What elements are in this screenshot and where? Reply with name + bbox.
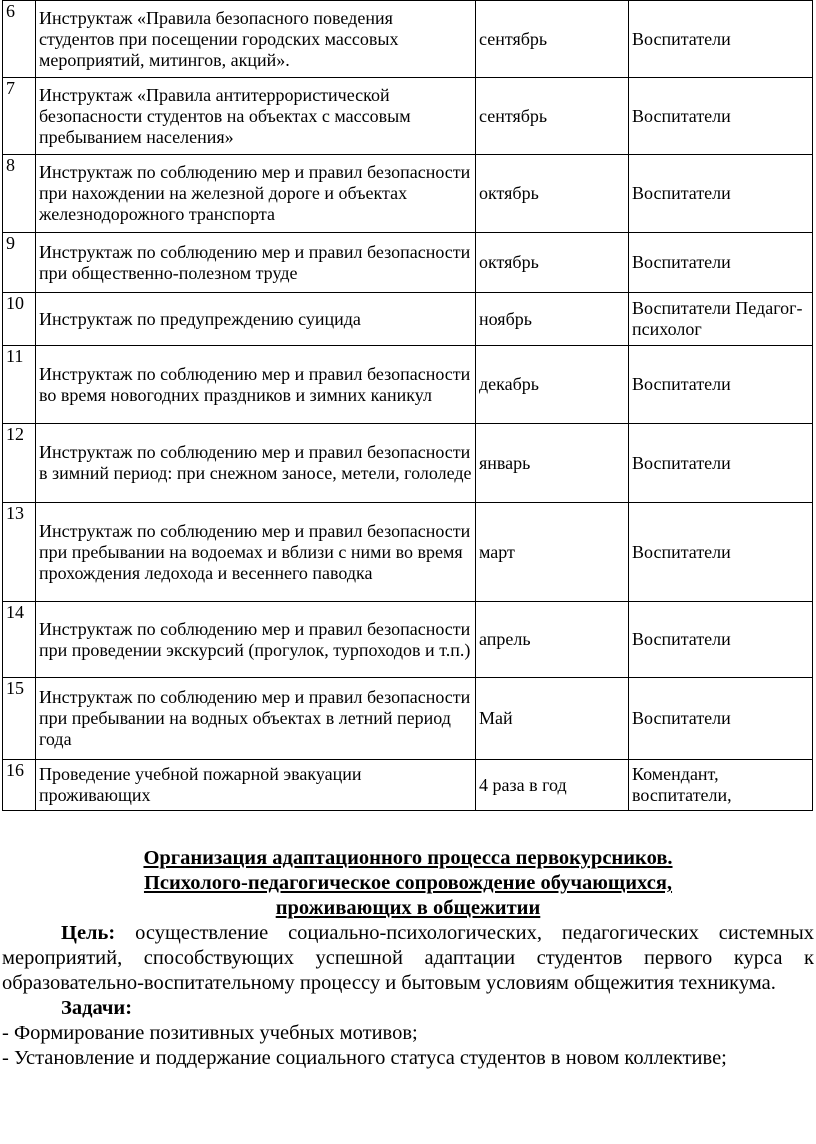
row-activity: Инструктаж «Правила антитеррористической безопасности студентов на объектах с массовым пребыванием населения» bbox=[36, 78, 476, 155]
row-activity: Инструктаж по соблюдению мер и правил безопасности в зимний период: при снежном заносе, метели, гололеде bbox=[36, 424, 476, 503]
row-responsible: Воспитатели bbox=[629, 346, 813, 424]
row-term: сентябрь bbox=[476, 78, 629, 155]
row-responsible: Воспитатели bbox=[629, 503, 813, 602]
row-responsible: Воспитатели bbox=[629, 233, 813, 293]
row-term: октябрь bbox=[476, 233, 629, 293]
table-row bbox=[3, 293, 813, 346]
row-activity: Инструктаж «Правила безопасного поведения студентов при посещении городских массовых мероприятий, митингов, акций». bbox=[36, 1, 476, 78]
row-activity: Инструктаж по соблюдению мер и правил безопасности при общественно-полезном труде bbox=[36, 233, 476, 293]
row-term: сентябрь bbox=[476, 1, 629, 78]
row-number: 14 bbox=[3, 602, 36, 678]
section-heading-line-2: Психолого-педагогическое сопровождение обучающихся, bbox=[143, 872, 673, 894]
row-term: январь bbox=[476, 424, 629, 503]
row-term: Май bbox=[476, 678, 629, 760]
tasks-heading bbox=[2, 996, 814, 1021]
activity-table bbox=[2, 0, 813, 811]
goal-paragraph bbox=[2, 921, 814, 996]
adaptation-section bbox=[2, 846, 814, 1071]
row-number: 10 bbox=[3, 293, 36, 346]
row-number: 6 bbox=[3, 1, 36, 78]
row-number: 13 bbox=[3, 503, 36, 602]
row-term: март bbox=[476, 503, 629, 602]
row-term: ноябрь bbox=[476, 293, 629, 346]
row-number: 12 bbox=[3, 424, 36, 503]
table-row bbox=[3, 1, 813, 78]
row-activity: Инструктаж по соблюдению мер и правил безопасности при проведении экскурсий (прогулок, турпоходов и т.п.) bbox=[36, 602, 476, 678]
table-row bbox=[3, 346, 813, 424]
row-number: 11 bbox=[3, 346, 36, 424]
row-responsible: Воспитатели bbox=[629, 78, 813, 155]
table-row bbox=[3, 233, 813, 293]
row-number: 15 bbox=[3, 678, 36, 760]
row-activity: Инструктаж по предупреждению суицида bbox=[36, 293, 476, 346]
row-responsible: Воспитатели bbox=[629, 678, 813, 760]
table-row bbox=[3, 602, 813, 678]
goal-label: Цель: bbox=[61, 922, 116, 944]
section-heading-line-1: Организация адаптационного процесса первокурсников. bbox=[143, 847, 673, 869]
section-heading-line-3: проживающих в общежитии bbox=[275, 897, 541, 919]
goal-text: осуществление социально-психологических, педагогических системных мероприятий, способствующих успешной адаптации студентов первого курса к образовательно-воспитательному процессу и бытовым условиям общежития техникума. bbox=[2, 922, 814, 994]
row-responsible: Воспитатели Педагог-психолог bbox=[629, 293, 813, 346]
table-row bbox=[3, 760, 813, 811]
row-term: апрель bbox=[476, 602, 629, 678]
row-responsible: Воспитатели bbox=[629, 602, 813, 678]
table-row bbox=[3, 78, 813, 155]
row-number: 8 bbox=[3, 155, 36, 233]
row-activity: Инструктаж по соблюдению мер и правил безопасности при пребывании на водоемах и вблизи с ними во время прохождения ледохода и весеннего паводка bbox=[36, 503, 476, 602]
task-item: - Установление и поддержание социального статуса студентов в новом коллективе; bbox=[2, 1047, 727, 1069]
row-number: 7 bbox=[3, 78, 36, 155]
row-number: 9 bbox=[3, 233, 36, 293]
row-activity: Инструктаж по соблюдению мер и правил безопасности во время новогодних праздников и зимних каникул bbox=[36, 346, 476, 424]
row-activity: Проведение учебной пожарной эвакуации проживающих bbox=[36, 760, 476, 811]
table-row bbox=[3, 155, 813, 233]
row-term: 4 раза в год bbox=[476, 760, 629, 811]
row-activity: Инструктаж по соблюдению мер и правил безопасности при нахождении на железной дороге и объектах железнодорожного транспорта bbox=[36, 155, 476, 233]
row-activity: Инструктаж по соблюдению мер и правил безопасности при пребывании на водных объектах в летний период года bbox=[36, 678, 476, 760]
row-term: декабрь bbox=[476, 346, 629, 424]
table-row bbox=[3, 678, 813, 760]
tasks-label: Задачи: bbox=[61, 997, 133, 1019]
task-item: - Формирование позитивных учебных мотивов; bbox=[2, 1022, 418, 1044]
table-row bbox=[3, 424, 813, 503]
table-row bbox=[3, 503, 813, 602]
row-responsible: Воспитатели bbox=[629, 424, 813, 503]
row-responsible: Комендант, воспитатели, bbox=[629, 760, 813, 811]
row-number: 16 bbox=[3, 760, 36, 811]
row-responsible: Воспитатели bbox=[629, 155, 813, 233]
row-term: октябрь bbox=[476, 155, 629, 233]
row-responsible: Воспитатели bbox=[629, 1, 813, 78]
